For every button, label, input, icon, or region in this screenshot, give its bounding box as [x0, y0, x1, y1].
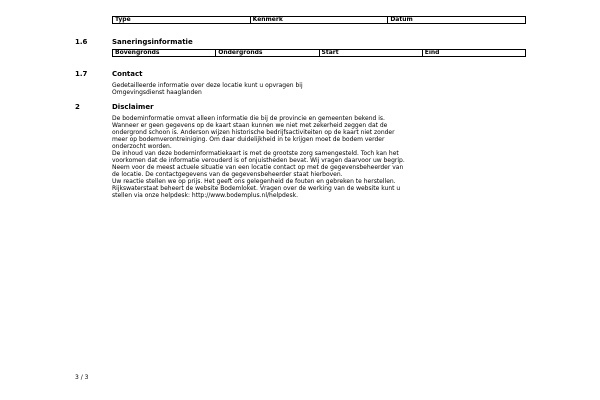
disclaimer-paragraph-1 — [112, 115, 532, 150]
section-title-disclaimer: Disclaimer — [112, 103, 154, 111]
table-header-ondergronds: Ondergronds — [216, 50, 319, 57]
disclaimer-line: voorkomen dat de informatie verouderd is of onjuistheden bevat. Wij vragen daarvoor uw begrip. — [112, 157, 405, 164]
disclaimer-paragraph-2 — [112, 150, 532, 199]
disclaimer-line: Neem voor de meest actuele situatie van een locatie contact op met de gegevensbeheerder van — [112, 164, 404, 171]
table-header-row — [113, 17, 526, 24]
section-number-disclaimer: 2 — [75, 103, 80, 111]
table-header-eind: Eind — [422, 50, 525, 57]
disclaimer-line: De bodeminformatie omvat alleen informatie die bij de provincie en gemeenten bekend is. — [112, 115, 385, 122]
disclaimer-line: De inhoud van deze bodeminformatiekaart is met de grootste zorg samengesteld. Toch kan het — [112, 150, 399, 157]
disclaimer-line: de locatie. De contactgegevens van de gegevensbeheerder staat hierboven. — [112, 171, 343, 178]
table-header-start: Start — [319, 50, 422, 57]
table-header-datum: Datum — [388, 17, 526, 24]
contact-line: Omgevingsdienst haaglanden — [112, 89, 202, 96]
disclaimer-line: stellen via onze helpdesk: http://www.bodemplus.nl/helpdesk. — [112, 192, 298, 199]
page-number: 3 / 3 — [75, 374, 89, 381]
section-title-saneringsinformatie: Saneringsinformatie — [112, 38, 193, 46]
table-header-bovengronds: Bovengronds — [113, 50, 216, 57]
disclaimer-line: Wanneer er geen gegevens op de kaart staan kunnen we niet met zekerheid zeggen dat de — [112, 122, 388, 129]
table-header-type: Type — [113, 17, 251, 24]
section-title-contact: Contact — [112, 70, 143, 78]
disclaimer-line: ondergrond schoon is. Anderson wijzen historische bedrijfsactiviteiten op de kaart niet zonder — [112, 129, 395, 136]
top-table — [112, 16, 526, 24]
contact-line: Gedetailleerde informatie over deze locatie kunt u opvragen bij — [112, 82, 303, 89]
disclaimer-line: meer op bodemverontreiniging. Om daar duidelijkheid in te krijgen moet de bodem verder — [112, 136, 385, 143]
section-number-contact: 1.7 — [75, 70, 88, 78]
disclaimer-line: Rijkswaterstaat beheert de website Bodemloket. Vragen over de werking van de website kunt u — [112, 185, 401, 192]
table-header-row — [113, 50, 526, 57]
contact-text — [112, 82, 532, 96]
disclaimer-line: onderzocht worden. — [112, 143, 172, 150]
section-number-saneringsinformatie: 1.6 — [75, 38, 88, 46]
saneringsinformatie-table — [112, 49, 526, 57]
table-header-kenmerk: Kenmerk — [250, 17, 388, 24]
disclaimer-line: Uw reactie stellen we op prijs. Het geeft ons gelegenheid de fouten en gebreken te herstellen. — [112, 178, 396, 185]
